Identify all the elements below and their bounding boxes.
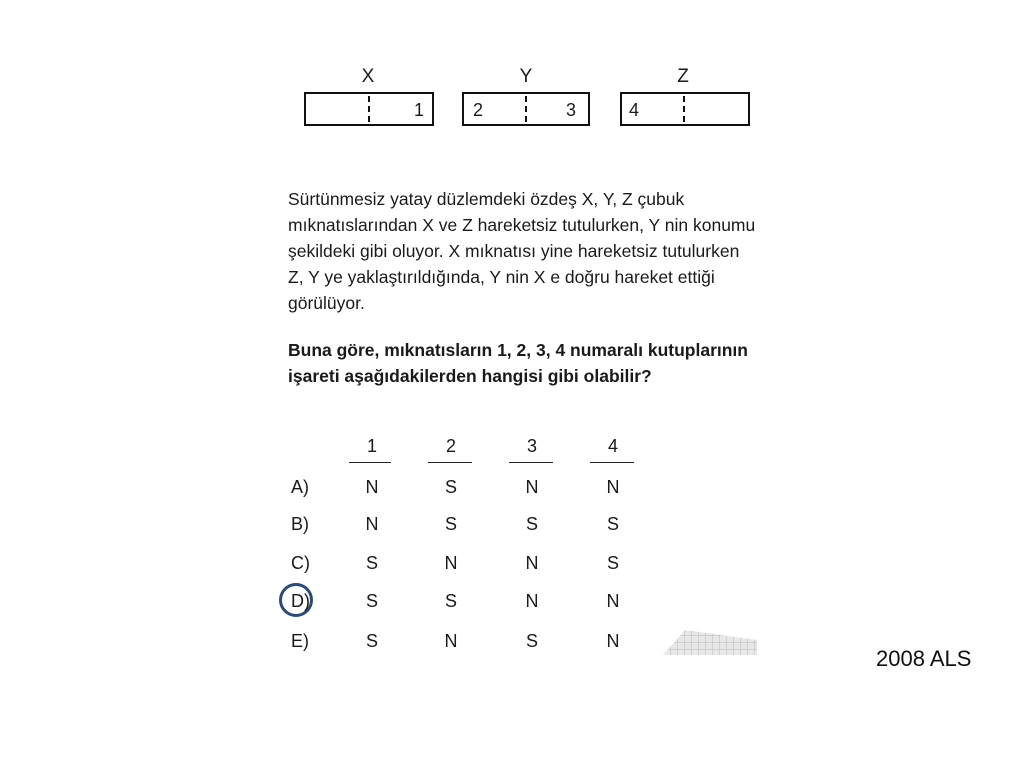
pole-3-label: 3 <box>566 100 577 120</box>
answer-cell: S <box>365 591 378 611</box>
source-label: 2008 ALS <box>876 646 972 671</box>
answer-cell: N <box>525 477 539 497</box>
magnet-z-bar <box>620 92 750 126</box>
column-header-3: 3 <box>526 436 537 456</box>
answer-cell: N <box>525 591 539 611</box>
pole-2-label: 2 <box>473 100 484 120</box>
column-underline <box>349 462 391 463</box>
answer-cell: N <box>365 514 379 534</box>
magnet-y-divider <box>525 96 527 122</box>
option-label: B) <box>291 514 309 534</box>
magnet-y-label: Y <box>519 66 533 87</box>
magnet-z-label: Z <box>677 66 689 87</box>
scan-grid-fragment <box>663 628 757 656</box>
column-header-1: 1 <box>366 436 377 456</box>
column-header-4: 4 <box>607 436 618 456</box>
answer-cell: N <box>444 553 458 573</box>
answer-cell: S <box>365 631 378 651</box>
answer-cell: S <box>444 591 457 611</box>
answer-cell: N <box>606 477 620 497</box>
answer-cell: N <box>606 631 620 651</box>
column-underline <box>509 462 553 463</box>
magnet-z-divider <box>683 96 685 122</box>
answer-cell: S <box>444 514 457 534</box>
option-label: C) <box>291 553 310 573</box>
answer-cell: N <box>365 477 379 497</box>
question-paragraph: Sürtünmesiz yatay düzlemdeki özdeş X, Y, Z çubuk mıknatıslarından X ve Z hareketsiz tutulurken, Y nin konumu şekildeki gibi oluyor. X mıknatısı yine hareketsiz tutulurken Z, Y ye yaklaştırıldığında, Y nin X e doğru hareket ettiği görülüyor. <box>288 189 756 313</box>
answer-cell: S <box>606 553 619 573</box>
pole-4-label: 4 <box>629 100 640 120</box>
answer-cell: S <box>525 514 538 534</box>
answer-cell: S <box>606 514 619 534</box>
answer-cell: N <box>444 631 458 651</box>
column-underline <box>590 462 634 463</box>
magnet-x-label: X <box>361 66 375 87</box>
answer-cell: S <box>365 553 378 573</box>
answer-cell: S <box>444 477 457 497</box>
magnet-x-divider <box>368 96 370 122</box>
column-underline <box>428 462 472 463</box>
column-header-2: 2 <box>445 436 456 456</box>
pole-1-label: 1 <box>414 100 425 120</box>
answer-cell: N <box>525 553 539 573</box>
answer-cell: N <box>606 591 620 611</box>
option-label: E) <box>291 631 309 651</box>
magnet-x-bar <box>304 92 434 126</box>
magnet-y-bar <box>462 92 590 126</box>
option-label: A) <box>291 477 309 497</box>
answer-cell: S <box>525 631 538 651</box>
question-prompt: Buna göre, mıknatısların 1, 2, 3, 4 numaralı kutuplarının işareti aşağıdakilerden hangisi gibi olabilir? <box>288 340 748 386</box>
option-label: D) <box>291 591 310 611</box>
